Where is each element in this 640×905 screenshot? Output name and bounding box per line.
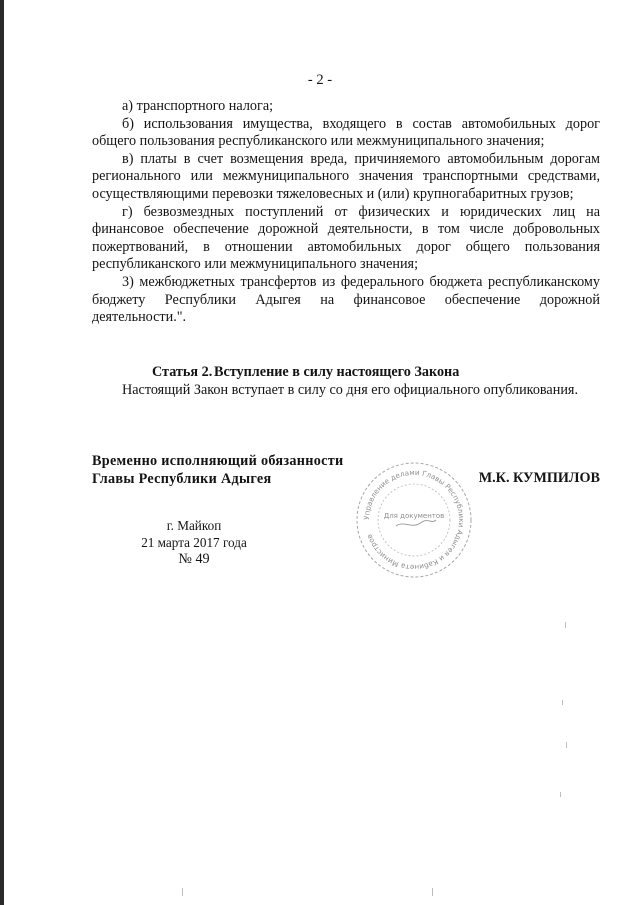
signatory-position-line1: Временно исполняющий обязанности: [92, 453, 344, 469]
page-number: - 2 -: [307, 72, 333, 88]
scan-mark: [565, 622, 566, 628]
signatory-position: [92, 452, 343, 488]
paragraph-property-use: б) использования имущества, входящего в состав автомобильных дорог общего пользования республиканского или межмуниципального значения;: [92, 115, 600, 150]
seal-ring-text: Управление делами Главы Республики Адыгея и Кабинета Министров: [361, 467, 467, 573]
article-title: Вступление в силу настоящего Закона: [214, 364, 460, 380]
signing-city: г. Майкоп: [166, 518, 222, 533]
article-text: Настоящий Закон вступает в силу со дня его официального опубликования.: [122, 381, 578, 398]
law-text: [92, 98, 600, 327]
signing-place-date: [96, 518, 292, 568]
article-2: [92, 364, 600, 399]
paragraph-interbudget-transfers: 3) межбюджетных трансфертов из федерального бюджета республиканскому бюджету Республики Адыгея на финансовое обеспечение дорожной деятельности.".: [92, 273, 600, 326]
scan-mark: [182, 888, 183, 896]
seal-mark: [396, 520, 436, 526]
law-number: № 49: [178, 551, 210, 567]
article-number: Статья 2.: [152, 364, 213, 380]
article-heading: [92, 364, 600, 382]
scan-mark: [432, 888, 433, 896]
scan-edge: [0, 0, 4, 905]
signatory-position-line2: Главы Республики Адыгея: [92, 471, 272, 487]
official-seal-stamp: [352, 458, 476, 582]
signing-date: 21 марта 2017 года: [141, 534, 247, 550]
paragraph-transport-tax: а) транспортного налога;: [122, 98, 274, 114]
seal-center-text: Для документов: [383, 512, 445, 520]
signer-name: М.К. КУМПИЛОВ: [478, 470, 600, 486]
scan-mark: [560, 792, 561, 797]
scan-mark: [566, 742, 567, 748]
scan-mark: [562, 700, 563, 705]
paragraph-donations: г) безвозмездных поступлений от физических и юридических лиц на финансовое обеспечение дорожной деятельности, в том числе добровольных пожертвований, в отношении автомобильных дорог общего пользования республиканского или межмуниципального значения;: [92, 203, 600, 273]
paragraph-damage-compensation: в) платы в счет возмещения вреда, причиняемого автомобильным дорогам регионального или межмуниципального значения транспортными средствами, осуществляющими перевозки тяжеловесных и (или) крупногабаритных грузов;: [92, 150, 600, 202]
